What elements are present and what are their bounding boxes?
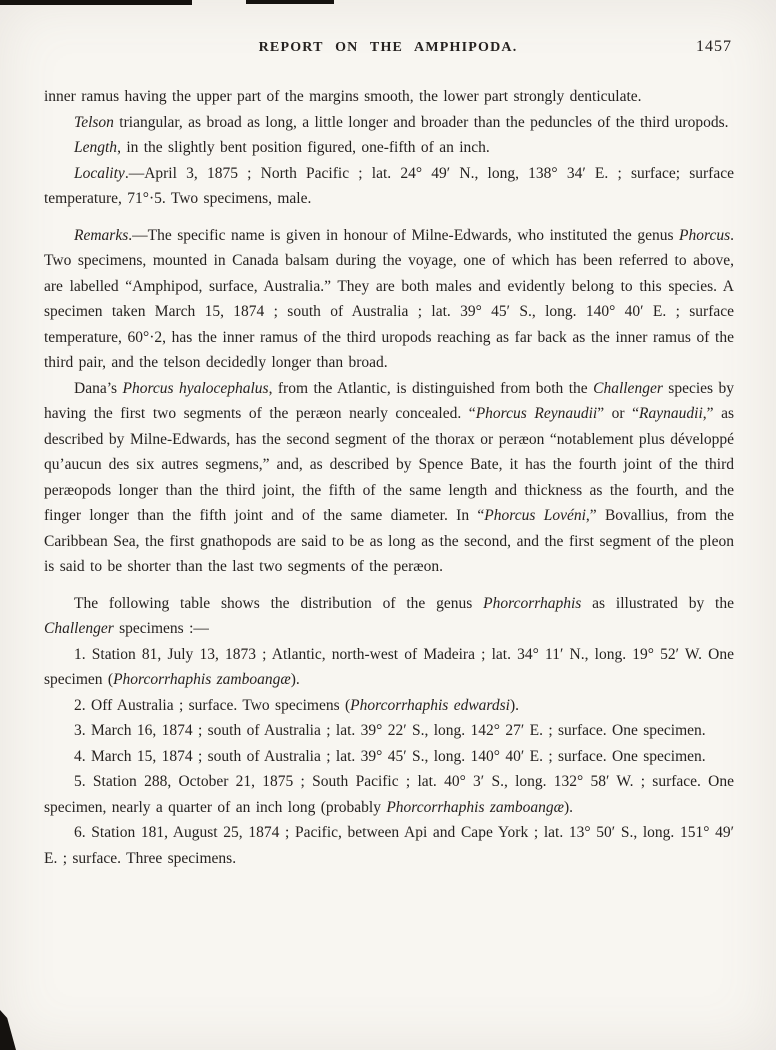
running-head: REPORT ON THE AMPHIPODA. bbox=[258, 40, 518, 55]
paragraph: The following table shows the distribution of the genus Phorcorrhaphis as illustrated by the Challenger specimens :— bbox=[44, 594, 734, 637]
paragraph: 4. March 15, 1874 ; south of Australia ; lat. 39° 45′ S., long. 140° 40′ E. ; surface. One specimen. bbox=[74, 747, 706, 765]
text-block bbox=[44, 84, 734, 871]
paragraph: 3. March 16, 1874 ; south of Australia ; lat. 39° 22′ S., long. 142° 27′ E. ; surface. One specimen. bbox=[74, 722, 706, 739]
paragraph: 1. Station 81, July 13, 1873 ; Atlantic, north-west of Madeira ; lat. 34° 11′ N., long. 19° 52′ W. One specimen (Phorcorrhaphis zamboangæ). bbox=[44, 645, 734, 688]
paragraph: inner ramus having the upper part of the margins smooth, the lower part strongly denticulate. bbox=[44, 88, 642, 105]
paragraph: Length, in the slightly bent position figured, one-fifth of an inch. bbox=[74, 139, 490, 156]
paragraph: Dana’s Phorcus hyalocephalus, from the Atlantic, is distinguished from both the Challenger species by having the first two segments of the peræon nearly concealed. “Phorcus Reynaudii” or “Raynaudii,” as described by Milne-Edwards, has the second segment of the thorax or peræon “notablement plus développé qu’aucun des six autres segmens,” and, as described by Spence Bate, it has the fourth joint of the third peræopods longer than the third joint, the fifth of the same length and thickness as the fourth, and the finger longer than the fifth joint and of the same diameter. In “Phorcus Lovéni,” Bovallius, from the Caribbean Sea, the first gnathopods are said to be as long as the second, and the first segment of the pleon is said to be shorter than the last two segments of the peræon. bbox=[44, 379, 735, 575]
paragraph: Locality.—April 3, 1875 ; North Pacific ; lat. 24° 49′ N., long, 138° 34′ E. ; surface; surface temperature, 71°·5. Two specimens, male. bbox=[44, 164, 734, 207]
scan-artifact-bottom-left bbox=[0, 1010, 16, 1050]
page-header bbox=[0, 0, 776, 64]
paragraph: 2. Off Australia ; surface. Two specimens (Phorcorrhaphis edwardsi). bbox=[74, 696, 520, 714]
paragraph: Remarks.—The specific name is given in honour of Milne-Edwards, who instituted the genus Phorcus. Two specimens, mounted in Canada balsam during the voyage, one of which has been referred to above, are labelled “Amphipod, surface, Australia.” They are both males and evidently belong to this species. A specimen taken March 15, 1874 ; south of Australia ; lat. 39° 45′ S., long. 140° 40′ E. ; surface temperature, 60°·2, has the inner ramus of the third uropods reaching as far back as the inner ramus of the third pair, and the telson decidedly longer than broad. bbox=[44, 226, 734, 371]
paragraph: 6. Station 181, August 25, 1874 ; Pacific, between Api and Cape York ; lat. 13° 50′ S., long. 151° 49′ E. ; surface. Three specimens. bbox=[44, 824, 734, 867]
paragraph: Telson triangular, as broad as long, a little longer and broader than the peduncles of the third uropods. bbox=[74, 113, 729, 131]
paragraph: 5. Station 288, October 21, 1875 ; South Pacific ; lat. 40° 3′ S., long. 132° 58′ W. ; surface. One specimen, nearly a quarter of an inch long (probably Phorcorrhaphis zamboangæ). bbox=[44, 773, 734, 816]
page-number: 1457 bbox=[696, 38, 732, 55]
